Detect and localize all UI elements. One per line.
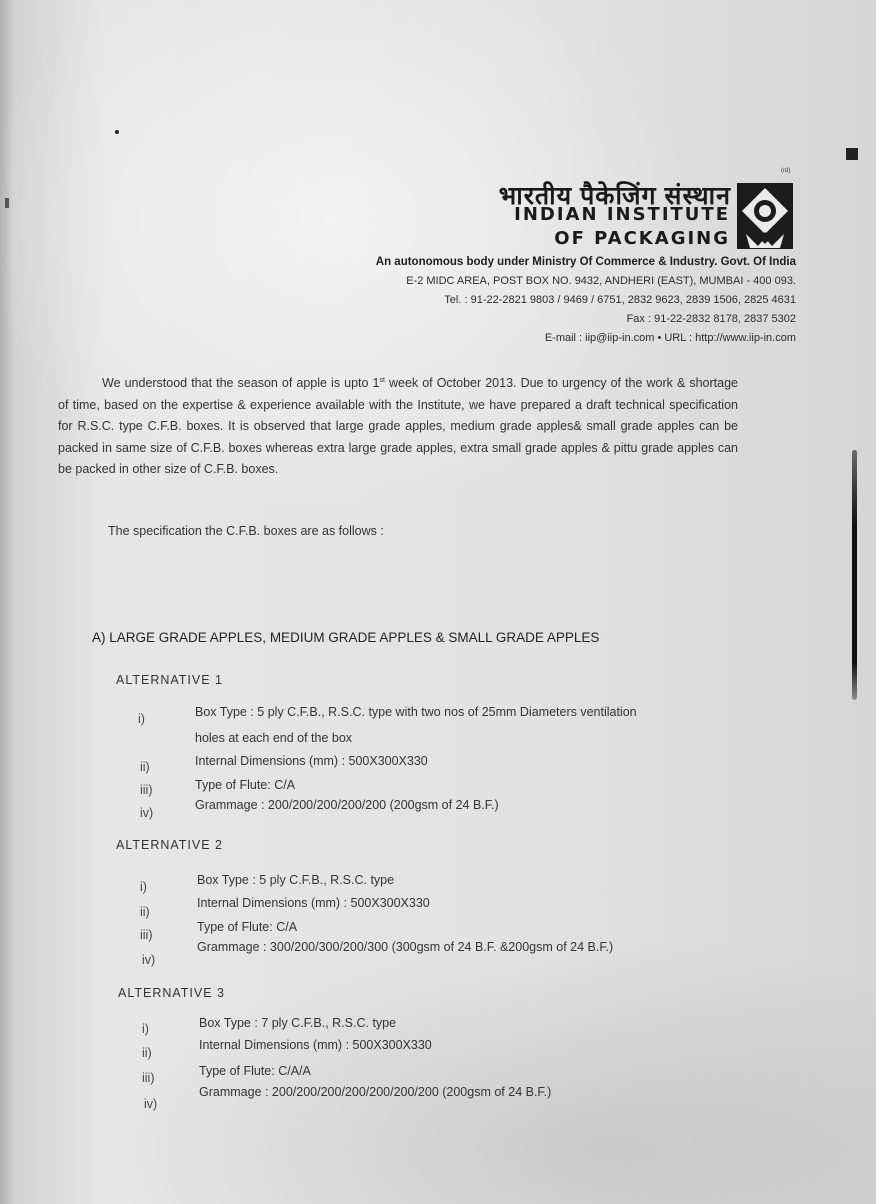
alt2-box-type: Box Type : 5 ply C.F.B., R.S.C. type [197,873,395,887]
iip-logo-icon [736,182,794,250]
ink-blot [846,148,858,160]
alt2-grammage: Grammage : 300/200/300/200/300 (300gsm of 24 B.F. &200gsm of 24 B.F.) [197,940,614,954]
list-item-number: iv) [142,953,156,967]
alt1-flute-type: Type of Flute: C/A [195,778,296,792]
list-item-number: iv) [140,806,154,820]
intro-text-part2: week of October 2013. Due to urgency of the work & shortage of time, based on the expertise & experience available with the Institute, we have prepared a draft technical specification for R.S.C. type C.F.B. boxes. It is observed that large grade apples, medium grade apples& small grade apples can be packed in same size of C.F.B. boxes whereas extra large grade apples, extra small grade apples & pittu grade apples can be packed in other size of C.F.B. boxes. [58,376,738,477]
letterhead-hindi-name: भारतीय पैकेजिंग संस्थान [498,182,731,210]
alt1-box-type-continued: holes at each end of the box [195,731,353,745]
alt3-box-type: Box Type : 7 ply C.F.B., R.S.C. type [199,1016,397,1030]
ink-mark [5,198,9,208]
alt1-box-type: Box Type : 5 ply C.F.B., R.S.C. type with two nos of 25mm Diameters ventilation [195,705,637,719]
list-item-number: i) [138,712,145,726]
list-item-number: iv) [144,1097,158,1111]
list-item-number: ii) [140,760,150,774]
list-item-number: ii) [142,1046,152,1060]
list-item-number: i) [142,1022,149,1036]
ink-dot [115,130,119,134]
intro-superscript: st [379,377,385,384]
list-item-number: iii) [140,928,153,942]
letterhead-name-line2: OF PACKAGING [554,228,730,249]
alternative-2-heading: ALTERNATIVE 2 [116,838,224,852]
alternative-3-heading: ALTERNATIVE 3 [118,986,226,1000]
alt2-internal-dimensions: Internal Dimensions (mm) : 500X300X330 [197,896,430,910]
registered-mark: (rd) [781,168,791,174]
alt2-flute-type: Type of Flute: C/A [197,920,298,934]
list-item-number: i) [140,880,147,894]
alt3-flute-type: Type of Flute: C/A/A [199,1064,311,1078]
page-shadow-edge [0,0,14,1204]
alt3-grammage: Grammage : 200/200/200/200/200/200/200 (200gsm of 24 B.F.) [199,1085,552,1099]
letterhead-address: E-2 MIDC AREA, POST BOX NO. 9432, ANDHERI (EAST), MUMBAI - 400 093. [406,275,796,287]
letterhead-tagline: An autonomous body under Ministry Of Commerce & Industry. Govt. Of India [375,256,796,268]
section-a-title: A) LARGE GRADE APPLES, MEDIUM GRADE APPLES & SMALL GRADE APPLES [92,630,600,645]
intro-paragraph [58,370,738,481]
alternative-1-heading: ALTERNATIVE 1 [116,673,224,687]
alt1-internal-dimensions: Internal Dimensions (mm) : 500X300X330 [195,754,428,768]
list-item-number: iii) [140,783,153,797]
list-item-number: iii) [142,1071,155,1085]
letterhead-telephone: Tel. : 91-22-2821 9803 / 9469 / 6751, 2832 9623, 2839 1506, 2825 4631 [444,294,796,306]
alt3-internal-dimensions: Internal Dimensions (mm) : 500X300X330 [199,1038,432,1052]
letterhead-fax: Fax : 91-22-2832 8178, 2837 5302 [626,313,796,325]
letterhead-name-line1: INDIAN INSTITUTE [514,204,730,225]
specification-intro: The specification the C.F.B. boxes are as follows : [108,524,384,538]
letterhead-email-url: E-mail : iip@iip-in.com • URL : http://www.iip-in.com [544,332,796,344]
list-item-number: ii) [140,905,150,919]
margin-ink-line [852,450,857,700]
alt1-grammage: Grammage : 200/200/200/200/200 (200gsm of 24 B.F.) [195,798,499,812]
intro-text-part1: We understood that the season of apple is upto 1 [102,376,380,391]
